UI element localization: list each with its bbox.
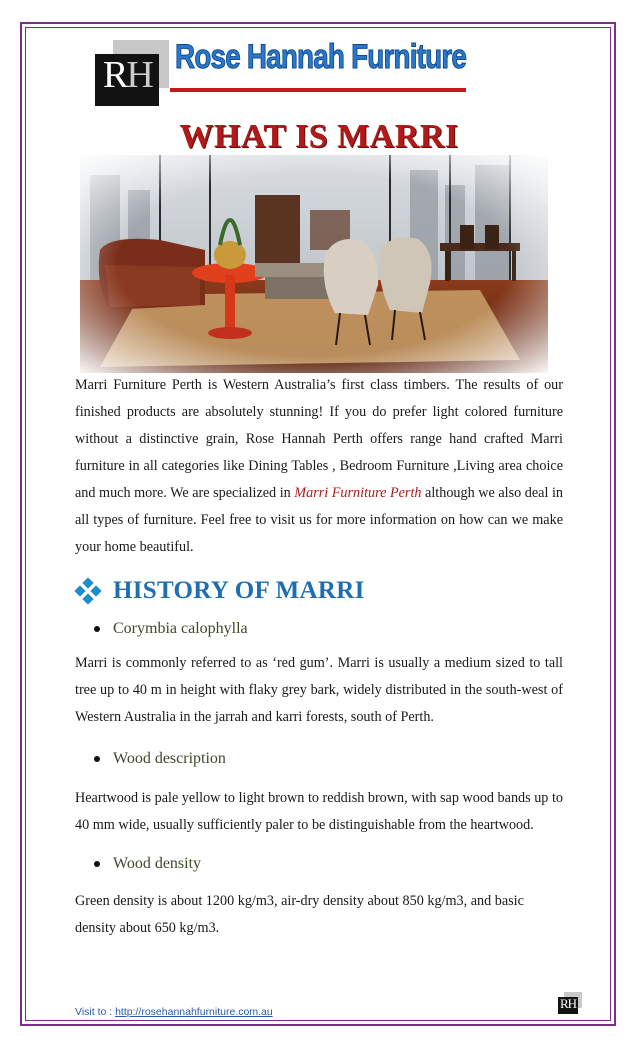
bullet-corymbia <box>94 620 248 638</box>
logo-letter-r: R <box>103 54 127 96</box>
rh-logo <box>95 40 169 106</box>
footer <box>75 1006 273 1018</box>
footer-rh-logo <box>558 992 582 1014</box>
bullet-label: Wood description <box>113 750 226 767</box>
page-title: WHAT IS MARRI <box>179 118 459 155</box>
marri-furniture-perth-link[interactable]: Marri Furniture Perth <box>294 485 422 501</box>
section-heading <box>75 577 365 605</box>
section-title: HISTORY OF MARRI <box>113 577 365 604</box>
intro-paragraph <box>75 372 563 561</box>
living-room-photo <box>80 155 548 373</box>
footer-label: Visit to : <box>75 1006 116 1018</box>
bullet-wood-density <box>94 855 201 873</box>
logo-monogram <box>103 56 152 94</box>
wood-density-paragraph: Green density is about 1200 kg/m3, air-dry density about 850 kg/m3, and basic density about 650 kg/m3. <box>75 893 524 936</box>
bullet-label: Wood density <box>113 855 202 872</box>
corymbia-paragraph: Marri is commonly referred to as ‘red gum’. Marri is usually a medium sized to tall tree up to 40 m in height with flaky grey bark, widely distributed in the south-west of Western Australia in the jarrah and karri forests, south of Perth. <box>75 655 563 725</box>
bullet-dot <box>94 626 100 632</box>
brand-name: Rose Hannah Furniture <box>175 38 467 76</box>
footer-logo-monogram: RH <box>560 996 577 1011</box>
intro-text-end: although we also deal in all types of furniture. Feel free to visit us for more information on how can we make your home beautiful. <box>75 485 563 555</box>
diamond-bullet-icon <box>75 578 101 604</box>
bullet-dot <box>94 861 100 867</box>
intro-text-start: Marri Furniture Perth is Western Australia’s first class timbers. The results of our finished products are absolutely stunning! If you do prefer light colored furniture without a distinctive grain, Rose Hannah Perth offers range hand crafted Marri furniture in all categories like Dining Tables , Bedroom Furniture ,Living area choice and much more. We are specialized in <box>75 377 563 501</box>
bullet-label: Corymbia calophylla <box>113 620 248 637</box>
bullet-dot <box>94 756 100 762</box>
wood-description-paragraph: Heartwood is pale yellow to light brown to reddish brown, with sap wood bands up to 40 mm wide, usually sufficiently paler to be distinguishable from the heartwood. <box>75 790 563 833</box>
brand-underline <box>170 88 466 92</box>
website-link[interactable]: http://rosehannahfurniture.com.au <box>115 1006 273 1018</box>
bullet-wood-description <box>94 750 226 768</box>
logo-letter-h: H <box>126 54 152 96</box>
